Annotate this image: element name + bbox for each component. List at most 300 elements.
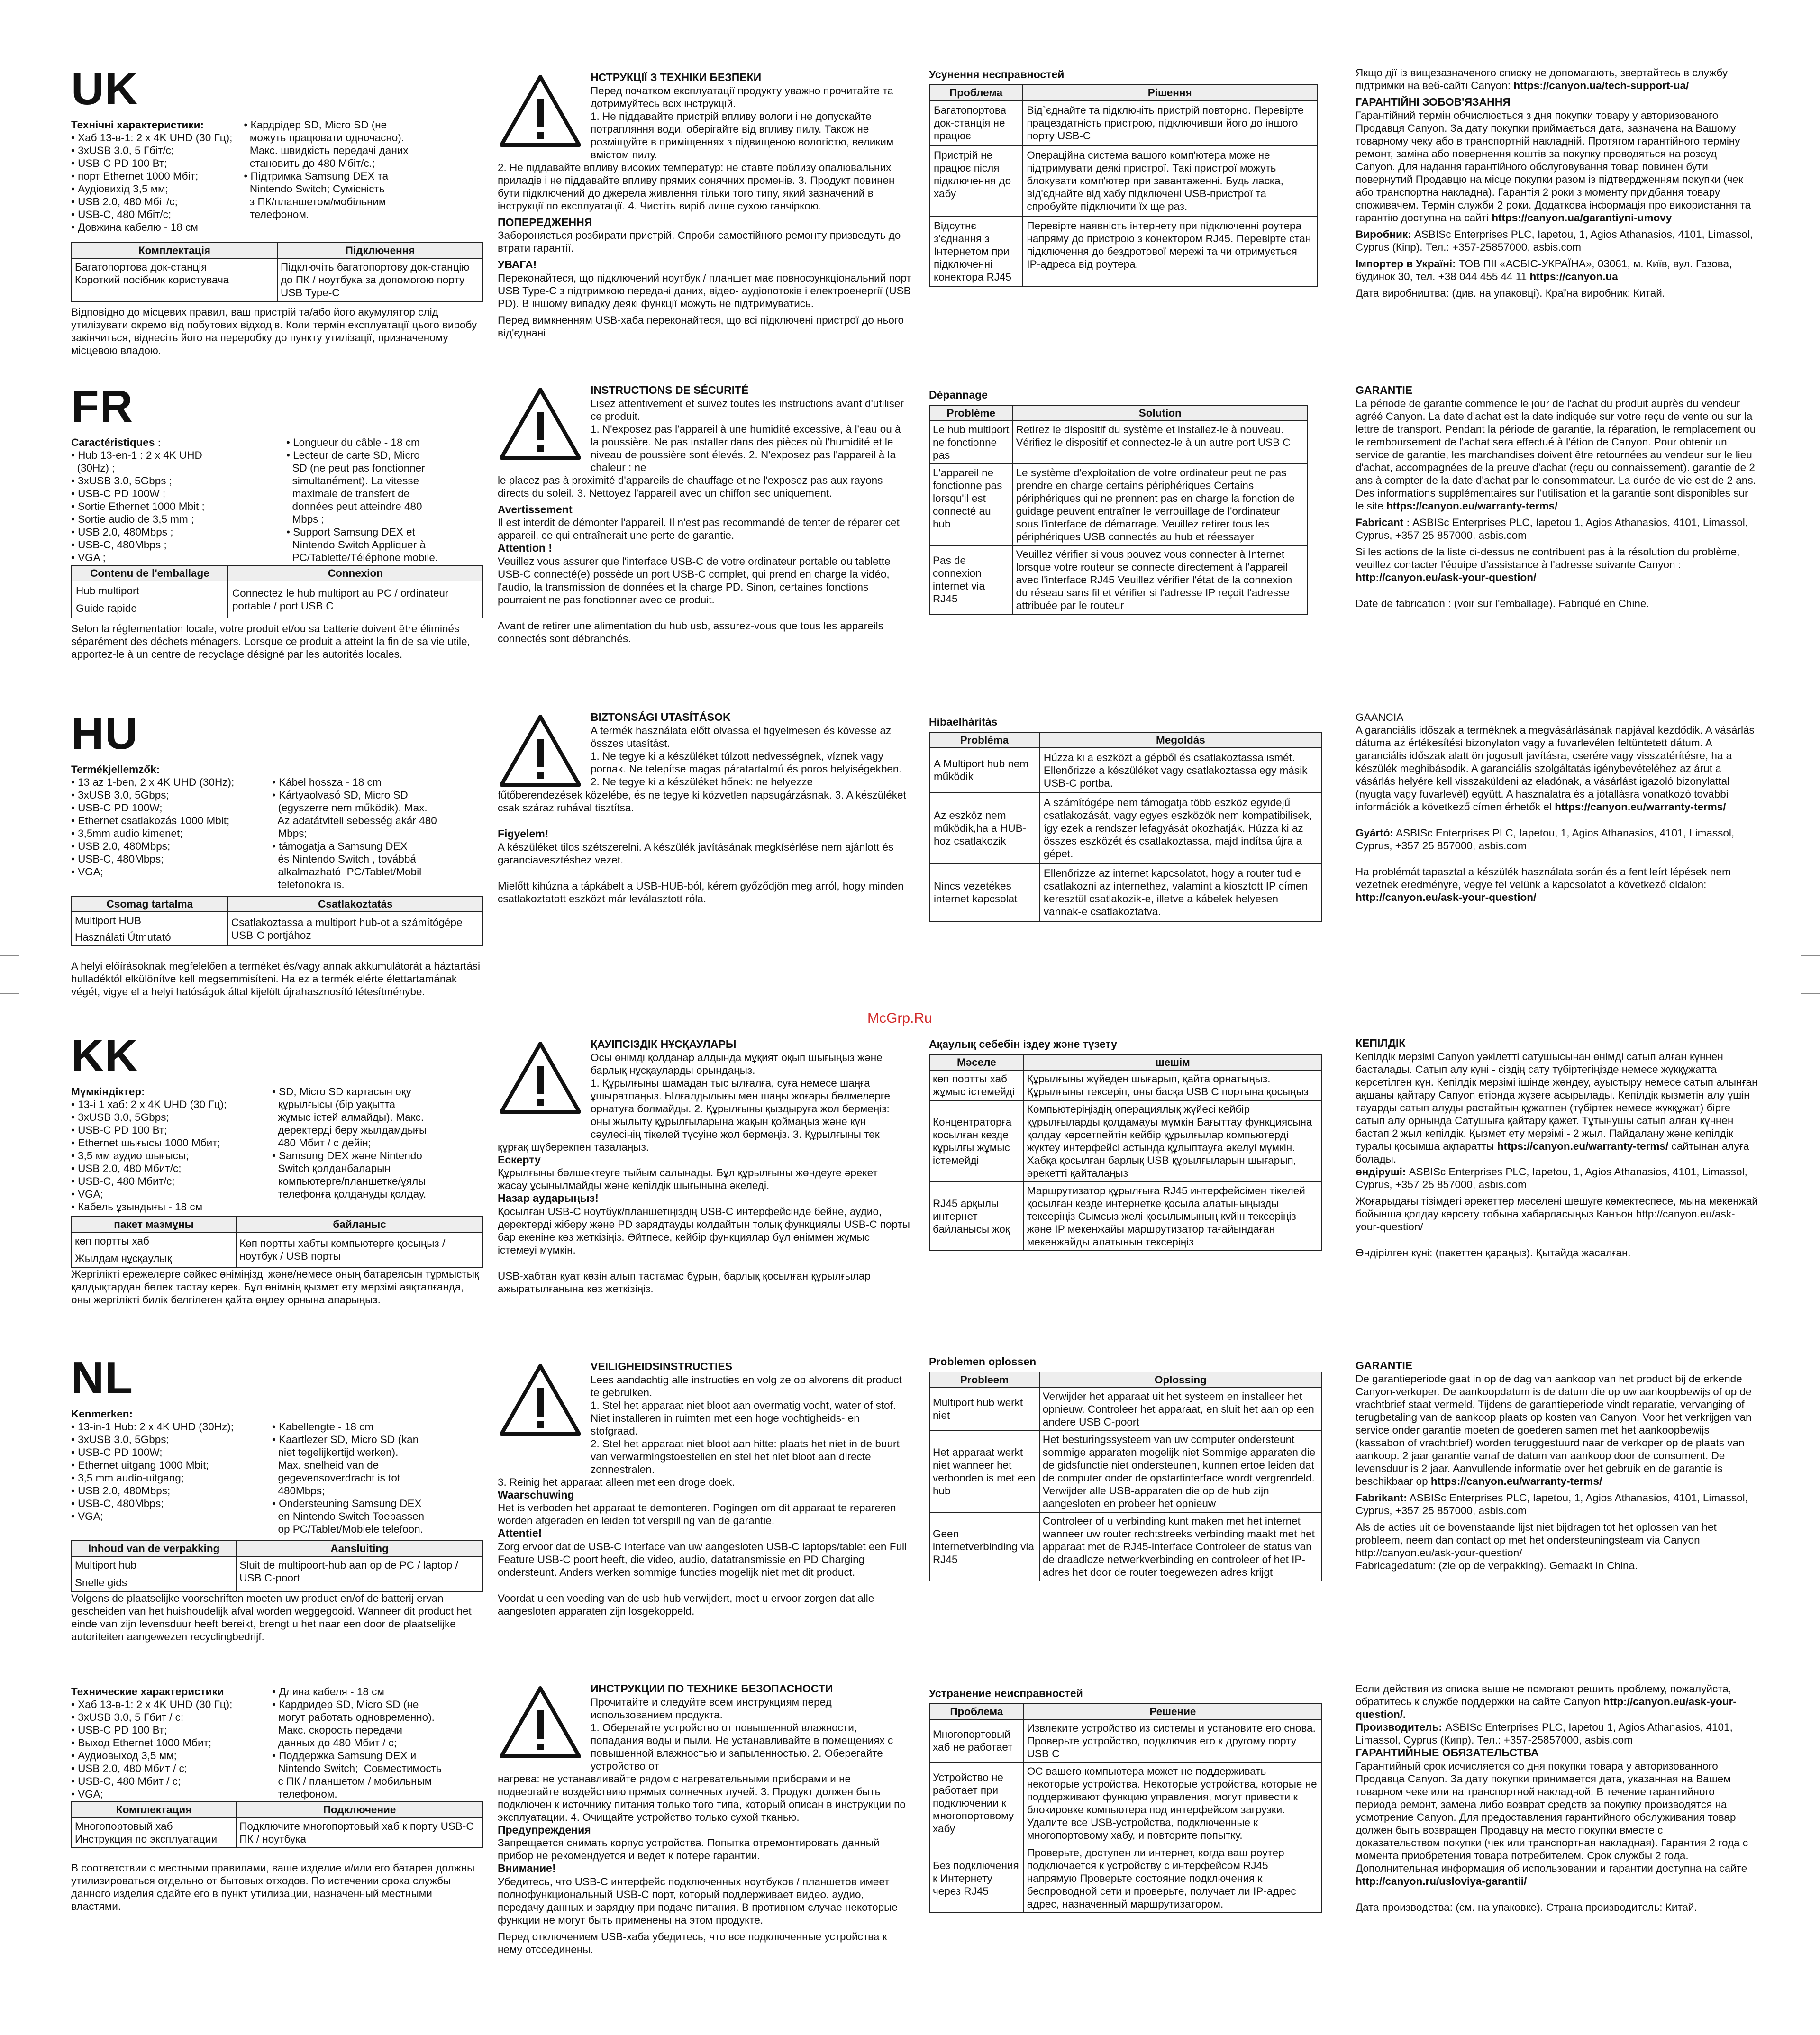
maker-label: Производитель: bbox=[1356, 1721, 1442, 1733]
spec-item: • Довжина кабелю - 18 см bbox=[71, 221, 198, 233]
warning-icon bbox=[498, 1684, 583, 1760]
attention-title: Attentie! bbox=[498, 1527, 542, 1540]
spec-item: • USB-C, 480Mbps ; bbox=[71, 539, 167, 551]
importer-link[interactable]: https://canyon.ua bbox=[1529, 270, 1618, 282]
solution-cell: Verwijder het apparaat uit het systeem en installeer het opnieuw. Controleer het apparaat, en sluit het aan op een andere USB C-poort bbox=[1039, 1388, 1322, 1431]
warranty-text: La période de garantie commence le jour de l'achat du produit auprès du vendeur agréé Canyon. La date d'achat est la date indiquée sur votre reçu de vente ou sur la lettre de transport. Pendant la période de garantie, la réparation, le remplacement ou le remboursement de l'achat sera effectué à l'étion de Canyon. Pour obtenir un service de garantie, les marchandises doivent être retournées au vendeur sur le lieu d'achat, accompagnées de la preuve d'achat (reçu ou connaissement). garantie de 2 ans à compter de la date d'achat par le consommateur. La durée de vie est de 2 ans. Des informations supplémentaires sur l'utilisation et la garantie sont disponibles sur le site bbox=[1356, 397, 1756, 512]
spec-title: Мүмкіндіктер: bbox=[71, 1086, 145, 1098]
spec-item: Mbps; bbox=[272, 827, 307, 839]
solution-cell: Retirez le dispositif du système et installez-le à nouveau. Vérifiez le dispositif et connectez-le à un autre port USB C bbox=[1013, 421, 1308, 464]
spec-item: • Kabellengte - 18 cm bbox=[272, 1421, 374, 1433]
connection-text: Sluit de multipoort-hub aan op de PC / laptop / USB C-poort bbox=[236, 1556, 483, 1591]
problem-cell: Pas de connexion internet via RJ45 bbox=[929, 545, 1013, 614]
caution-text: A készüléket tilos szétszerelni. A készülék javításának megkísérlése nem ajánlott és garanciavesztéshez vezet. bbox=[498, 841, 894, 866]
solution-cell: Від`єднайте та підключіть пристрій повторно. Перевірте працездатність пристрою, підключивши його до іншого порту USB-C bbox=[1022, 100, 1317, 145]
spec-item: • порт Ethernet 1000 Мбіт; bbox=[71, 170, 199, 182]
fr-col-trouble bbox=[929, 389, 1308, 615]
uk-col-trouble bbox=[929, 68, 1318, 287]
problem-cell: Багатопортова док-станція не працює bbox=[929, 100, 1022, 145]
connection-head: Connexion bbox=[228, 565, 483, 581]
spec-item: • USB-C PD 100 Вт; bbox=[71, 1124, 167, 1136]
problem-cell: Geen internetverbinding via RJ45 bbox=[929, 1512, 1039, 1581]
warning-icon bbox=[498, 713, 583, 789]
spec-item: • Kártyaolvasó SD, Micro SD bbox=[272, 789, 408, 801]
package-table bbox=[71, 242, 483, 302]
problem-cell: Устройство не работает при подключении к многопортовому хабу bbox=[929, 1762, 1024, 1844]
warranty-text: Гарантійний термін обчислюється з дня покупки товару у авторизованого Продавця Canyon. За дату покупки приймається дата, зазначена на Вашому товарному чеку або в транспортній накладній. Протягом гарантійного терміну ремонт, заміна або повернення коштів за покупку проводяться на розсуд Canyon. Для надання гарантійного обслуговування товар повинен бути повернутий Продавцю на місце покупки разом із підтвердженням покупки (чек або транспортна накладна). Гарантія 2 роки з моменту придбання товару споживачем. Термін служби 2 роки. Додаткова інформація про використання та гарантію доступна на сайті bbox=[1356, 109, 1751, 224]
spec-item: • VGA ; bbox=[71, 552, 106, 563]
solution-head: Oplossing bbox=[1039, 1372, 1322, 1388]
maker-label: өндіруші: bbox=[1356, 1165, 1406, 1178]
safety-line: Lisez attentivement et suivez toutes les instructions avant d'utiliser ce produit. bbox=[591, 397, 904, 422]
spec-title: Termékjellemzők: bbox=[71, 763, 160, 775]
spec-item: • Samsung DEX және Nintendo bbox=[272, 1150, 422, 1162]
spec-list bbox=[71, 118, 483, 234]
package-item: Multiport HUB bbox=[75, 915, 142, 927]
safety-title: INSTRUCTIONS DE SÉCURITÉ bbox=[591, 384, 749, 396]
date-text: Дата виробництва: (див. на упаковці). Країна виробник: Китай. bbox=[1356, 287, 1665, 299]
watermark: McGrp.Ru bbox=[867, 1010, 932, 1026]
spec-item: • USB-C PD 100W; bbox=[71, 802, 163, 814]
fr-col-safety bbox=[498, 384, 910, 645]
caution-title: Предупреждения bbox=[498, 1823, 591, 1836]
spec-item: Max. snelheid van de bbox=[272, 1459, 379, 1471]
spec-item: • USB-C, 480Mbps; bbox=[71, 1498, 164, 1509]
spec-item: • VGA; bbox=[71, 1188, 103, 1200]
attention-text: Убедитесь, что USB-C интерфейс подключенных ноутбуков / планшетов имеет полнофункциональный USB-C порт, который поддерживает видео, аудио, передачу данных и зарядку при подаче питания. В противном случае некоторые функции не могут быть применены на этом продукте. bbox=[498, 1875, 898, 1926]
crop-mark bbox=[1801, 993, 1820, 994]
safety-line: Lees aandachtig alle instructies en volg ze op alvorens dit product te gebruiken. bbox=[591, 1373, 902, 1399]
spec-item: • Выход Ethernet 1000 Мбит; bbox=[71, 1737, 212, 1749]
spec-item: • Підтримка Samsung DEX та bbox=[244, 170, 389, 182]
spec-item: • 3хUSB 3.0, 5 Гбіт/с; bbox=[71, 145, 174, 156]
spec-item: Switch қолданбаларын bbox=[272, 1163, 391, 1174]
spec-item: • Кардрідер SD, Micro SD (не bbox=[244, 119, 387, 131]
package-item: Használati Útmutató bbox=[75, 931, 171, 943]
spec-item: Nintendo Switch Appliquer à bbox=[286, 539, 426, 551]
safety-line: 1. Не піддавайте пристрій впливу вологи і не допускайте потрапляння води, оберігайте від впливу пилу. Також не розміщуйте в приміщеннях з підвищеною вологістю, великим вмістом пилу. bbox=[591, 110, 894, 161]
spec-item: құрылғысы (бір уақытта bbox=[272, 1099, 396, 1110]
package-head: Комплектация bbox=[72, 1802, 236, 1817]
safety-line: 2. Ne tegye ki a készüléket hőnek: ne helyezze bbox=[591, 775, 813, 788]
language-code: KK bbox=[71, 1030, 139, 1081]
warranty-title: ГАРАНТІЙНІ ЗОБОВ'ЯЗАННЯ bbox=[1356, 96, 1511, 108]
service-text: Если действия из списка выше не помогают решить проблему, пожалуйста, обратитесь к службе поддержки на сайте Canyon bbox=[1356, 1683, 1732, 1708]
package-head: Csomag tartalma bbox=[72, 896, 228, 912]
spec-item: • Длина кабеля - 18 см bbox=[272, 1686, 384, 1698]
solution-cell: ОС вашего компьютера может не поддерживать некоторые устройства. Некоторые устройства, которые не поддерживают функцию управления, могут привести к блокировке компьютера под интерфейсом загрузки. Удалите все USB-устройства, подключенные к многопортовому хабу, и повторите попытку. bbox=[1024, 1762, 1322, 1844]
spec-item: gegevensoverdracht is tot bbox=[272, 1472, 400, 1484]
spec-item: • VGA; bbox=[71, 1788, 103, 1800]
problem-head: Мәселе bbox=[929, 1054, 1024, 1070]
warranty-link[interactable]: https://canyon.eu/warranty-terms/ bbox=[1555, 801, 1726, 813]
caution-title: Waarschuwing bbox=[498, 1488, 574, 1501]
problem-head: Проблема bbox=[929, 85, 1022, 100]
spec-item: • 3xUSB 3.0, 5Gbps; bbox=[71, 1111, 169, 1123]
attention-text: Переконайтеся, що підключений ноутбук / планшет має повнофункціональний порт USB Type-C з підтримкою передачі даних, відео- аудіопотоків і електроенергії (USB PD). В іншому випадку деякі функції можуть не підтримуватись. bbox=[498, 272, 911, 309]
spec-item: 480 Мбит / с дейін; bbox=[272, 1137, 371, 1149]
problem-cell: L'appareil ne fonctionne pas lorsqu'il est connecté au hub bbox=[929, 464, 1013, 545]
spec-item: становить до 480 Мбіт/с.; bbox=[244, 157, 375, 169]
importer-text: ТОВ ПІІ «АСБІС-УКРАЇНА», 03061, м. Київ, вул. Газова, будинок 30, тел. +38 044 455 44 11 bbox=[1356, 257, 1732, 282]
spec-right bbox=[272, 1085, 427, 1200]
safety-title: ҚАУІПСІЗДІК НҰСҚАУЛАРЫ bbox=[591, 1038, 737, 1050]
spec-title: Caractéristiques : bbox=[71, 436, 162, 448]
spec-item: • Ethernet шығысы 1000 Мбит; bbox=[71, 1137, 220, 1149]
package-table bbox=[71, 1216, 483, 1268]
spec-item: Макс. скорость передачи bbox=[272, 1724, 402, 1736]
maker-label: Виробник: bbox=[1356, 228, 1411, 240]
attention-text: Қосылған USB-C ноутбук/планшетіңіздің USB-C интерфейсінде бейне, аудио, деректерді жіберу және PD зарядтауды қолдайтын толық функциялы USB-C порты бар екеніне көз жеткізіңіз. Әйтпесе, кейбір функциялар бұл өніммен жұмыс істемеуі мүмкін. bbox=[498, 1205, 910, 1256]
problem-head: Probléma bbox=[929, 732, 1039, 748]
maker-text: ASBISc Enterprises PLC, Iapetou 1, Agios Athanasios, 4101, Limassol, Cyprus (Кипр). Тел.: +357-25857000, asbis.com bbox=[1356, 1721, 1733, 1746]
spec-item: • 3xUSB 3.0, 5Gbps; bbox=[71, 1434, 169, 1445]
warranty-link[interactable]: https://canyon.eu/warranty-terms/ bbox=[1497, 1140, 1669, 1152]
spec-item: (egyszerre nem működik). Max. bbox=[272, 802, 428, 814]
spec-item: Макс. швидкість передачі даних bbox=[244, 145, 409, 156]
spec-item: телефоном. bbox=[244, 209, 309, 220]
spec-item: és Nintendo Switch , továbbá bbox=[272, 853, 416, 865]
language-code: HU bbox=[71, 708, 139, 759]
spec-item: • USB-C, 480 Мбіт/с; bbox=[71, 209, 172, 220]
uk-col-specs bbox=[71, 66, 483, 357]
problem-head: Probleem bbox=[929, 1372, 1039, 1388]
hu-col-specs bbox=[71, 708, 483, 998]
warranty-text: A garanciális időszak a terméknek a megvásárlásának napjával kezdődik. A vásárlás dátuma az értékesítési bizonylaton vagy a fuvarlevélen feltüntetett dátum. A garanciális időszak alatt ön jogosult javításra, cserére vagy visszatérítésre, ha a készülék meghibásodik. A garanciális szolgáltatás igénybevételéhez az árut a vásárlás helyére kell visszaküldeni az eladónak, a vásárlást igazoló bizonylattal (nyugta vagy fuvarlevél) együtt. A használatra és a jótállásra vonatkozó további információk a következő címen érhetők el bbox=[1356, 724, 1755, 813]
solution-cell: Извлеките устройство из системы и установите его снова. Проверьте устройство, подключив его к другому порту USB C bbox=[1024, 1719, 1322, 1762]
spec-item: (30Hz) ; bbox=[71, 462, 115, 474]
spec-item: 480Mbps; bbox=[272, 1485, 325, 1497]
spec-item: • USB-C PD 100 Вт; bbox=[71, 157, 167, 169]
package-item: Multiport hub bbox=[75, 1559, 137, 1571]
trouble-table bbox=[929, 1703, 1322, 1913]
problem-head: Problème bbox=[929, 405, 1013, 421]
spec-left bbox=[71, 1420, 261, 1523]
spec-item: Nintendo Switch; Сумісність bbox=[244, 183, 385, 195]
safety-line: A termék használata előtt olvassa el figyelmesen és kövesse az összes utasítást. bbox=[591, 724, 892, 749]
spec-item: • 13-і 1 хаб: 2 x 4K UHD (30 Гц); bbox=[71, 1099, 227, 1110]
solution-cell: Компьютеріңіздің операциялық жүйесі кейбір құрылғыларды қолдамауы мүмкін Бағыттау функциясына қолдау көрсетпейтін кейбір құрылғылар компьютерді жүктеу интерфейсі астында құлыптауға әкелуі мүмкін. Хабқа қосылған барлық USB құрылғыларын шығарып, әрекетті қайталаңыз bbox=[1024, 1100, 1322, 1182]
maker-label: Fabricant : bbox=[1356, 516, 1410, 528]
safety-line: Перед початком експлуатації продукту уважно прочитайте та дотримуйтесь всіх інструкцій. bbox=[591, 84, 893, 109]
problem-cell: Пристрій не працює після підключення до хабу bbox=[929, 145, 1022, 216]
spec-item: • USB 2.0, 480 Мбит/с; bbox=[71, 1163, 182, 1174]
safety-after: 3. Reinig het apparaat alleen met een droge doek. bbox=[498, 1476, 735, 1488]
kk-col-trouble bbox=[929, 1038, 1322, 1251]
spec-item: • Поддержка Samsung DEX и bbox=[272, 1750, 417, 1762]
warranty-title: ГАРАНТИЙНЫЕ ОБЯЗАТЕЛЬСТВА bbox=[1356, 1746, 1539, 1759]
spec-item: • Кабель ұзындығы - 18 см bbox=[71, 1201, 203, 1213]
warranty-link[interactable]: https://canyon.eu/warranty-terms/ bbox=[1386, 500, 1558, 512]
caution-text: Запрещается снимать корпус устройства. Попытка отремонтировать данный прибор не рекомендуется и ведет к потере гарантии. bbox=[498, 1837, 880, 1862]
spec-left bbox=[71, 449, 275, 564]
warranty-link[interactable]: https://canyon.eu/warranty-terms/ bbox=[1430, 1475, 1602, 1487]
spec-title: Технічні характеристики: bbox=[71, 119, 204, 131]
spec-item: Az adatátviteli sebesség akár 480 bbox=[272, 815, 437, 827]
crop-mark bbox=[0, 993, 19, 994]
problem-cell: Концентраторға қосылған кезде құрылғы жұмыс істемейді bbox=[929, 1100, 1024, 1182]
solution-head: шешім bbox=[1024, 1054, 1322, 1070]
maker-text: ASBISc Enterprises PLC, Iapetou, 1, Agios Athanasios, 4101, Limassol, Cyprus (Кіпр). Тел.: +357-25857000, asbis.com bbox=[1356, 228, 1753, 253]
spec-item: могут работать одновременно). bbox=[272, 1711, 435, 1723]
warranty-after: сайтынан алуға болады. bbox=[1356, 1140, 1749, 1165]
spec-item: • 3xUSB 3.0, 5Gbps ; bbox=[71, 475, 172, 487]
connection-head: Підключення bbox=[277, 243, 483, 258]
spec-item: з ПК/планшетом/мобільним bbox=[244, 196, 386, 208]
service-link[interactable]: http://canyon.eu/ask-your-question/. bbox=[1356, 1696, 1737, 1720]
connection-head: Подключение bbox=[236, 1802, 483, 1817]
unplug-text: Mielőtt kihúzna a tápkábelt a USB-HUB-ból, kérem győződjön meg arról, hogy minden csatlakoztatott eszközt már leválasztott róla. bbox=[498, 880, 904, 905]
kk-col-safety bbox=[498, 1038, 910, 1295]
problem-cell: A Multiport hub nem működik bbox=[929, 748, 1039, 793]
solution-head: Решение bbox=[1024, 1704, 1322, 1719]
warranty-text: De garantieperiode gaat in op de dag van aankoop van het product bij de erkende Canyon-verkoper. De aankoopdatum is de datum die op uw aankoopbewijs of op de vrachtbrief staat vermeld. Tijdens de garantieperiode vindt reparatie, vervanging of terugbetaling van de aankoop plaats op kosten van Canyon. Voor het verkrijgen van service onder garantie moeten de goederen samen met het aankoopbewijs (kassabon of vrachtbrief) worden teruggestuurd naar de verkoper op de plaats van aankoop. 2 jaar garantie vanaf de datum van aankoop door de consument. De levensduur is 2 jaar. Aanvullende informatie over het gebruik en de garantie is beschikbaar op bbox=[1356, 1372, 1752, 1487]
safety-title: BIZTONSÁGI UTASÍTÁSOK bbox=[591, 711, 731, 723]
attention-title: Attention ! bbox=[498, 542, 552, 554]
trouble-table bbox=[929, 84, 1318, 287]
spec-item: компьютерге/планшетке/ұялы bbox=[272, 1175, 426, 1187]
service-link[interactable]: http://canyon.eu/ask-your-question/ bbox=[1356, 891, 1537, 903]
safety-after: le placez pas à proximité d'appareils de chauffage et ne l'exposez pas aux rayons directs du soleil. 3. Nettoyez l'appareil avec un chiffon sec uniquement. bbox=[498, 474, 883, 499]
connection-head: Csatlakoztatás bbox=[228, 896, 483, 912]
disposal-text: Selon la réglementation locale, votre produit et/ou sa batterie doivent être éliminés séparément des déchets ménagers. Lorsque ce produit a atteint la fin de sa vie utile, apportez-le à un centre de recyclage désigné par les autorités locales. bbox=[71, 623, 470, 660]
connection-text: Подключите многопортовый хаб к порту USB-C ПК / ноутбука bbox=[236, 1817, 483, 1848]
spec-item: • VGA; bbox=[71, 866, 103, 878]
package-item: Инструкция по эксплуатации bbox=[75, 1833, 218, 1845]
attention-text: Veuillez vous assurer que l'interface USB-C de votre ordinateur portable ou tablette USB-C connecté(e) possède un port USB-C complet, qui prend en charge la vidéo, l'audio, la transmission de données et la charge PD. Sinon, certaines fonctions pourraient ne pas fonctionner avec ce produit. bbox=[498, 555, 891, 606]
spec-item: • Ondersteuning Samsung DEX bbox=[272, 1498, 422, 1509]
spec-item: телефонға қолдануды қолдау. bbox=[272, 1188, 427, 1200]
language-code: UK bbox=[71, 64, 139, 114]
spec-item: данных до 480 Мбит / с; bbox=[272, 1737, 397, 1749]
maker-text: ASBISc Enterprises PLC, Iapetou 1, Agios Athanasios, 4101, Limassol, Cyprus, +357 25 857000, asbis.com bbox=[1356, 516, 1748, 541]
spec-title: Kenmerken: bbox=[71, 1408, 133, 1420]
connection-text: Connectez le hub multiport au PC / ordinateur portable / port USB C bbox=[228, 581, 483, 618]
caution-title: Ескерту bbox=[498, 1153, 541, 1166]
spec-item: niet tegelijkertijd werken). bbox=[272, 1446, 399, 1458]
hu-col-trouble bbox=[929, 716, 1322, 922]
ru-col-warranty bbox=[1356, 1682, 1749, 1914]
warning-icon bbox=[498, 386, 583, 462]
spec-item: telefonokra is. bbox=[272, 879, 345, 890]
spec-item: • 3xUSB 3.0, 5 Гбит / с; bbox=[71, 1711, 184, 1723]
safety-line: 1. Құрылғыны шамадан тыс ылғалға, суға немесе шаңға ұшыратпаңыз. Ылғалдылығы мен шаңы жоғары бөлмелерге орнатуға болмайды. 2. Құрылғыны қыздыруға жол бермеңіз: оны жылыту құрылғыларына жақын қоймаңыз және күн сәулесінің тікелей түсуіне жол бермеңіз. 3. Құрылғыны тек bbox=[591, 1077, 890, 1140]
spec-item: • USB-C, 480Mbps; bbox=[71, 853, 164, 865]
nl-col-safety bbox=[498, 1360, 910, 1617]
language-code: NL bbox=[71, 1353, 134, 1403]
service-link[interactable]: http://canyon.eu/ask-your-question/ bbox=[1356, 571, 1537, 583]
service-text: Жоғарыдағы тізімдегі әрекеттер мәселені шешуге көмектеспесе, мына мекенжай бойынша қолдау көрсету тобына хабарласыңыз Канъон http://canyon.eu/ask-your-question/ bbox=[1356, 1195, 1758, 1233]
solution-head: Megoldás bbox=[1039, 732, 1322, 748]
disposal-text: Volgens de plaatselijke voorschriften moeten uw product en/of de batterij ervan gescheiden van het huishoudelijk afval worden weggegooid. Wanneer dit product het einde van zijn levensduur heeft bereikt, brengt u het naar een door de plaatselijke autoriteiten aangewezen recyclingbedrijf. bbox=[71, 1592, 472, 1643]
spec-right bbox=[272, 776, 437, 891]
problem-head: Проблема bbox=[929, 1704, 1024, 1719]
spec-item: • 3,5 мм аудио шығысы; bbox=[71, 1150, 189, 1162]
solution-cell: Le système d'exploitation de votre ordinateur peut ne pas prendre en charge certains périphériques Certains périphériques qui ne prennent pas en charge la fonction de guidage peuvent entraîner le verrouillage de l'ordinateur sous l'interface de démarrage. Veuillez retirer tous les périphériques USB connectés au hub et réessayer bbox=[1013, 464, 1308, 545]
warning-icon bbox=[498, 1362, 583, 1438]
spec-item: • Sortie audio de 3,5 mm ; bbox=[71, 513, 194, 525]
kk-col-specs bbox=[71, 1030, 483, 1306]
disposal-text: В соответствии с местными правилами, ваше изделие и/или его батарея должны утилизироваться отдельно от бытовых отходов. По истечении срока службы данного изделия сдайте его в пункт утилизации, назначенный местными властями. bbox=[71, 1862, 475, 1912]
hu-col-safety bbox=[498, 711, 910, 905]
attention-title: УВАГА! bbox=[498, 258, 537, 271]
maker-text: ASBISc Enterprises PLC, Iapetou, 1, Agios Athanasios, 4101, Limassol, Cyprus, +357 25 857000, asbis.com bbox=[1356, 1165, 1747, 1190]
disposal-text: Жергілікті ережелерге сәйкес өніміңізді және/немесе оның батареясын тұрмыстық қалдықтардан бөлек тастау керек. Бұл өнімнің қызмет ету мерзімі аяқталғанда, оны жергілікті билік белгілеген қайта өңдеу орнына апарыңыз. bbox=[71, 1268, 479, 1306]
problem-cell: Многопортовый хаб не работает bbox=[929, 1719, 1024, 1762]
spec-item: • Lecteur de carte SD, Micro bbox=[286, 449, 420, 461]
safety-line: 1. N'exposez pas l'appareil à une humidité excessive, à l'eau ou à la poussière. Ne pas installer dans des pièces où l'humidité et le niveau de poussière sont élevés. 2. N'exposez pas l'appareil à la chaleur : ne bbox=[591, 423, 901, 473]
safety-line: Осы өнімді қолданар алдында мұқият оқып шығыңыз және барлық нұсқауларды орындаңыз. bbox=[591, 1051, 883, 1076]
spec-right bbox=[272, 1420, 424, 1535]
problem-cell: Az eszköz nem működik,ha a HUB-hoz csatlakozik bbox=[929, 793, 1039, 863]
kk-col-warranty bbox=[1356, 1037, 1758, 1259]
solution-cell: Het besturingssysteem van uw computer ondersteunt sommige apparaten mogelijk niet Sommige apparaten die de gidsfunctie niet ondersteunen, kunnen ertoe leiden dat de computer onder de opstartinterface wordt vergrendeld. Verwijder alle USB-apparaten die op de hub zijn aangesloten en probeer het opnieuw bbox=[1039, 1431, 1322, 1512]
spec-left bbox=[71, 131, 232, 234]
problem-cell: Nincs vezetékes internet kapcsolat bbox=[929, 863, 1039, 921]
crop-mark bbox=[1801, 955, 1820, 956]
caution-text: Il est interdit de démonter l'appareil. Il n'est pas recommandé de tenter de réparer cet appareil, ce qui entraînerait une perte de garantie. bbox=[498, 517, 900, 542]
safety-line: 2. Stel het apparaat niet bloot aan hitte: plaats het niet in de buurt van verwarmingstoestellen en stel het niet bloot aan directe zonnestralen. bbox=[591, 1437, 900, 1475]
problem-cell: RJ45 арқылы интернет байланысы жоқ bbox=[929, 1182, 1024, 1251]
safety-line: 1. Оберегайте устройство от повышенной влажности, попадания воды и пыли. Не устанавливайте в помещениях с повышенной влажностью и запыленностью. 2. Оберегайте устройство от bbox=[591, 1721, 893, 1772]
solution-cell: Перевірте наявність інтернету при підключенні роутера напряму до пристрою з конектором RJ45. Перевірте стан підключення до бездротової мережі та чи отримується IP-адреса від роутера. bbox=[1022, 216, 1317, 287]
connection-head: Aansluiting bbox=[236, 1541, 483, 1556]
package-item: Hub multiport bbox=[76, 585, 139, 597]
warranty-link[interactable]: https://canyon.ua/garantiyni-umovy bbox=[1492, 211, 1672, 224]
spec-item: • USB-C PD 100 Вт; bbox=[71, 1724, 167, 1736]
importer-label: Імпортер в Україні: bbox=[1356, 257, 1456, 270]
spec-item: • USB-C PD 100W ; bbox=[71, 488, 166, 500]
trouble-table bbox=[929, 405, 1308, 615]
package-head: Inhoud van de verpakking bbox=[72, 1541, 236, 1556]
spec-item: можуть працювати одночасно). bbox=[244, 132, 405, 144]
problem-cell: Le hub multiport ne fonctionne pas bbox=[929, 421, 1013, 464]
spec-item: PC/Tablette/Téléphone mobile. bbox=[286, 552, 438, 563]
spec-item: • támogatja a Samsung DEX bbox=[272, 840, 408, 852]
disposal-text: A helyi előírásoknak megfelelően a terméket és/vagy annak akkumulátorát a háztartási hulladéktól elkülönítve kell megsemmisíteni. Ha ez a termék elérte élettartamának végét, vigye el a helyi hatóságok által kijelölt újrahasznosító létesítménybe. bbox=[71, 960, 480, 998]
caution-title: Avertissement bbox=[498, 503, 573, 516]
spec-item: • Ethernet csatlakozás 1000 Mbit; bbox=[71, 815, 230, 827]
date-text: Дата производства: (см. на упаковке). Страна производитель: Китай. bbox=[1356, 1901, 1697, 1913]
spec-item: • 3,5 mm audio-uitgang; bbox=[71, 1472, 184, 1484]
warranty-title: GARANTIE bbox=[1356, 1359, 1413, 1372]
connection-head: байланыс bbox=[236, 1217, 483, 1232]
attention-title: Внимание! bbox=[498, 1862, 556, 1875]
safety-line: Прочитайте и следуйте всем инструкциям перед использованием продукта. bbox=[591, 1696, 832, 1721]
spec-item: • USB-C PD 100W; bbox=[71, 1446, 163, 1458]
solution-cell: Құрылғыны жүйеден шығарып, қайта орнатыңыз. Құрылғыны тексеріп, оны басқа USB C портына қосыңыз bbox=[1024, 1070, 1322, 1100]
spec-item: • Ethernet uitgang 1000 Mbit; bbox=[71, 1459, 209, 1471]
attention-text: Zorg ervoor dat de USB-C interface van uw aangesloten USB-C laptops/tablet een Full Feature USB-C poort heeft, die video, audio, datatransmissie en PD Charging ondersteunt. Anders werken sommige functies mogelijk niet met dit product. bbox=[498, 1540, 907, 1578]
maker-text: ASBISc Enterprises PLC, Iapetou, 1, Agios Athanasios, 4101, Limassol, Cyprus, +357 25 857000, asbis.com bbox=[1356, 1491, 1748, 1517]
spec-item: • USB-C, 480 Мбит / с; bbox=[71, 1775, 181, 1787]
package-item: Жылдам нұсқаулық bbox=[75, 1253, 172, 1264]
package-table bbox=[71, 1540, 483, 1592]
package-item: көп портты хаб bbox=[75, 1235, 149, 1247]
service-link[interactable]: https://canyon.ua/tech-support-ua/ bbox=[1513, 80, 1689, 91]
spec-item: • Кардридер SD, Micro SD (не bbox=[272, 1699, 419, 1710]
solution-cell: Маршрутизатор құрылғыға RJ45 интерфейсімен тікелей қосылған кезде интернетке қосыла алатыныңызды тексеріңіз Сымсыз желі қосылымының күйін тексеріңіз және IP мекенжайы маршрутизатор тағайындаған мекенжайды алатынын тексеріңіз bbox=[1024, 1182, 1322, 1251]
spec-item: с ПК / планшетом / мобильным bbox=[272, 1775, 432, 1787]
spec-item: • 3,5mm audio kimenet; bbox=[71, 827, 183, 839]
trouble-title: Усунення несправностей bbox=[929, 68, 1065, 81]
date-text: Өндірілген күні: (пакеттен қараңыз). Қытайда жасалған. bbox=[1356, 1246, 1631, 1259]
service-text: Als de acties uit de bovenstaande lijst niet bijdragen tot het oplossen van het probleem, neem dan contact op met het ondersteuningsteam via Canyon http://canyon.eu/ask-your-question/ bbox=[1356, 1521, 1717, 1559]
spec-item: • Support Samsung DEX et bbox=[286, 526, 415, 538]
spec-item: • Kaartlezer SD, Micro SD (kan bbox=[272, 1434, 419, 1445]
unplug-text: Avant de retirer une alimentation du hub usb, assurez-vous que tous les appareils connectés sont débranchés. bbox=[498, 619, 883, 645]
date-text: Date de fabrication : (voir sur l'emballage). Fabriqué en Chine. bbox=[1356, 597, 1649, 609]
safety-after: fűtőberendezések közelébe, és ne tegye ki közvetlen napsugárzásnak. 3. A készüléket csak száraz ruhával tisztítsa. bbox=[498, 789, 906, 814]
safety-after: нагрева: не устанавливайте рядом с нагревательными приборами и не подвергайте воздействию прямых солнечных лучей. 3. Продукт должен быть подключен к источнику питания только того типа, который описан в инструкции по эксплуатации. 4. Очищайте устройство только сухой тканью. bbox=[498, 1772, 906, 1823]
problem-cell: Multiport hub werkt niet bbox=[929, 1388, 1039, 1431]
trouble-title: Hibaelhárítás bbox=[929, 716, 998, 728]
service-text: Якщо дії із вищезазначеного списку не допомагають, звертайтесь в службу підтримки на веб-сайті Canyon: bbox=[1356, 67, 1728, 91]
caution-title: ПОПЕРЕДЖЕННЯ bbox=[498, 216, 592, 228]
language-code: FR bbox=[71, 381, 134, 432]
spec-item: жұмыс істей алмайды). Макс. bbox=[272, 1111, 424, 1123]
solution-cell: Операційна система вашого комп'ютера може не підтримувати деякі пристрої. Такі пристрої можуть блокувати комп'ютер при завантаженні. Будь ласка, від'єднайте від хабу підключені USB-пристрої та спробуйте підключити їх ще раз. bbox=[1022, 145, 1317, 216]
spec-left bbox=[71, 1698, 261, 1800]
spec-item: • Аудиовыход 3,5 мм; bbox=[71, 1750, 177, 1762]
disposal-text: Відповідно до місцевих правил, ваш пристрій та/або його акумулятор слід утилізувати окремо від побутових відходів. Коли термін експлуатації цього виробу закінчиться, віднесіть його на переробку до пункту утилізації, призначеному місцевою владою. bbox=[71, 306, 477, 356]
solution-head: Рішення bbox=[1022, 85, 1317, 100]
spec-item: • 3xUSB 3.0, 5Gbps; bbox=[71, 789, 169, 801]
service-text: Ha problémát tapasztal a készülék használata során és a fent leírt lépések nem vezetnek eredményre, vegye fel velünk a kapcsolatot a következő oldalon: bbox=[1356, 866, 1731, 890]
spec-item: op PC/Tablet/Mobiele telefoon. bbox=[272, 1523, 423, 1535]
uk-col-safety bbox=[498, 71, 915, 339]
caution-text: Құрылғыны бөлшектеуге тыйым салынады. Бұл құрылғыны жөндеуге әрекет жасау ұсынылмайды және кепілдік шығынына әкеледі. bbox=[498, 1167, 878, 1192]
caution-text: Забороняється розбирати пристрій. Спроби самостійного ремонту призведуть до втрати гарантії. bbox=[498, 229, 901, 254]
spec-item: • SD, Micro SD картасын оқу bbox=[272, 1086, 411, 1098]
solution-cell: Controleer of u verbinding kunt maken met het internet wanneer uw router rechtstreeks verbinding maakt met het apparaat met de RJ45-interface Controleer de status van de draadloze netwerkverbinding en controleer of het IP-adres het door de router toegewezen adres krijgt bbox=[1039, 1512, 1322, 1581]
crop-mark bbox=[0, 955, 19, 956]
connection-text: Підключіть багатопортову док-станцію до ПК / ноутбука за допомогою порту USB Type-C bbox=[277, 258, 483, 301]
spec-item: • USB 2.0, 480 Мбит / с; bbox=[71, 1762, 187, 1774]
spec-item: • USB 2.0, 480Mbps; bbox=[71, 1485, 171, 1497]
trouble-table bbox=[929, 732, 1322, 922]
package-table bbox=[71, 1801, 483, 1848]
trouble-table bbox=[929, 1372, 1322, 1581]
spec-item: деректерді беру жылдамдығы bbox=[272, 1124, 427, 1136]
package-head: Комплектація bbox=[72, 243, 277, 258]
warranty-link[interactable]: http://canyon.ru/usloviya-garantii/ bbox=[1356, 1875, 1527, 1887]
warning-icon bbox=[498, 73, 583, 149]
package-table bbox=[71, 896, 483, 946]
service-text: Si les actions de la liste ci-dessus ne contribuent pas à la résolution du problème, veuillez contacter l'équipe d'assistance à l'adresse suivante Canyon : bbox=[1356, 545, 1740, 571]
safety-title: VEILIGHEIDSINSTRUCTIES bbox=[591, 1360, 733, 1372]
package-item: Guide rapide bbox=[76, 602, 137, 614]
connection-text: Csatlakoztassa a multiport hub-ot a számítógépe USB-C portjához bbox=[228, 912, 483, 946]
spec-item: • Kábel hossza - 18 cm bbox=[272, 776, 382, 788]
hu-col-warranty bbox=[1356, 711, 1758, 904]
package-item: Багатопортова док-станція bbox=[75, 261, 207, 273]
solution-cell: A számítógépe nem támogatja több eszköz egyidejű csatlakozását, vagy egyes eszközök nem kompatibilisek, így ezek a rendszer lefagyását okozhatják. Húzza ki az összes eszközét és csatlakoztassa, majd indítsa újra a gépet. bbox=[1039, 793, 1322, 863]
package-item: Многопортовый хаб bbox=[75, 1820, 173, 1832]
ru-col-safety bbox=[498, 1682, 910, 1956]
attention-title: Назар аударыңыз! bbox=[498, 1192, 599, 1205]
warranty-title: GAANCIA bbox=[1356, 711, 1404, 723]
connection-text: Көп портты хабты компьютерге қосыңыз / ноутбук / USB порты bbox=[236, 1232, 483, 1267]
problem-cell: Без подключения к Интернету через RJ45 bbox=[929, 1844, 1024, 1913]
spec-item: • 13 az 1-ben, 2 x 4K UHD (30Hz); bbox=[71, 776, 235, 788]
safety-after: 2. Не піддавайте впливу високих температур: не ставте поблизу опалювальних приладів і не піддавайте впливу прямих сонячних променів. 3. Продукт повинен бути підключений до джерела живлення тільки того типу, який зазначений в інструкції по експлуатації. 4. Чистіть виріб лише сухою ганчіркою. bbox=[498, 161, 895, 212]
maker-label: Fabrikant: bbox=[1356, 1491, 1407, 1504]
safety-title: НСТРУКЦІЇ З ТЕХНІКИ БЕЗПЕКИ bbox=[591, 71, 762, 83]
warranty-text: Кепілдік мерзімі Canyon уәкілетті сатушысынан өнімді сатып алған күннен басталады. Сатып алу күні - сіздің сату түбіртегіңізде немесе жүкқұжатта көрсетілген күн. Кепілдік мерзімі ішінде жөндеу, ауыстыру немесе сатып алынған ақшаны қайтару Canyon етіонда жүзеге асырылады. Кепілдік қызметін алу үшін тауарды сатып алуды растайтын құжатпен (түбіртек немесе жүкқұжат) бірге сатып алу орнында Сатушыға қайтару қажет. Тұтынушы сатып алған күннен бастап 2 жыл кепілдік. Қызмет ету мерзімі - 2 жыл. Пайдалану және кепілдік туралы қосымша ақпаратты bbox=[1356, 1050, 1758, 1152]
safety-line: 1. Stel het apparaat niet bloot aan overmatig vocht, water of stof. Niet installeren in ruimten met een hoge vochtigheids- en stofgraad. bbox=[591, 1399, 896, 1437]
unplug-text: Voordat u een voeding van de usb-hub verwijdert, moet u ervoor zorgen dat alle aangesloten apparaten zijn losgekoppeld. bbox=[498, 1592, 874, 1617]
